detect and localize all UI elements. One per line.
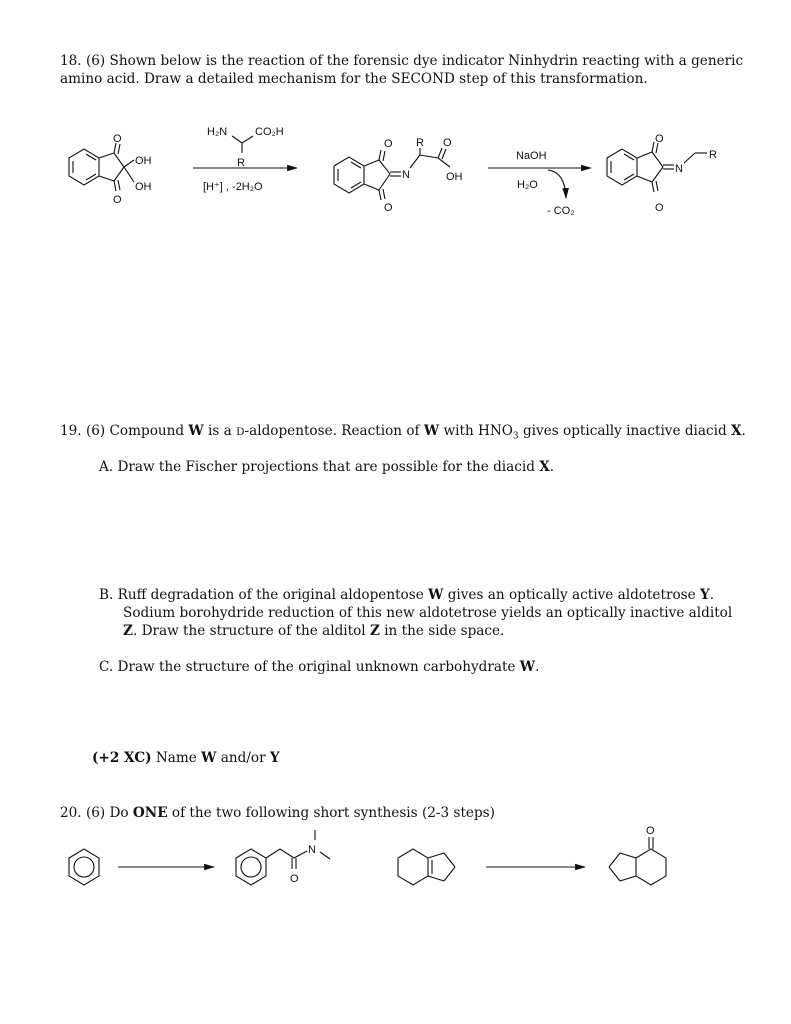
q19-b-z2: Z xyxy=(369,623,380,639)
benzene-start xyxy=(69,849,99,885)
ninhydrin-o-bottom: O xyxy=(113,194,122,206)
q19-dot: . xyxy=(741,423,746,439)
q19-c-dot: . xyxy=(535,659,540,675)
q19-stem-c: -aldopentose. Reaction of xyxy=(244,423,424,439)
q18-line1: 18. (6) Shown below is the reaction of the forensic dye indicator Ninhydrin reacting with a generic xyxy=(60,53,744,69)
q19-a-x: X xyxy=(539,459,550,475)
q19-xc-name: Name xyxy=(151,750,202,766)
ketone-o: O xyxy=(646,825,655,837)
product-o-top: O xyxy=(655,133,664,145)
acid-label: CO₂H xyxy=(255,126,284,138)
product-o-bottom: O xyxy=(655,202,664,214)
q19-c-text: C. Draw the structure of the original unknown carbohydrate xyxy=(99,659,520,675)
ninhydrin-o-top: O xyxy=(113,133,122,145)
q19-b-y: Y xyxy=(699,587,710,603)
imine-oh: OH xyxy=(446,171,463,183)
co2-loss-arrow xyxy=(548,170,566,198)
q19-sub3: 3 xyxy=(512,431,519,442)
amide-n: N xyxy=(308,844,316,856)
condition-1: [H⁺] , -2H₂O xyxy=(203,181,263,193)
co2-label: - CO₂ xyxy=(547,205,575,217)
q19-xc-y: Y xyxy=(269,750,280,766)
product-n: N xyxy=(675,163,683,175)
product-structure xyxy=(607,133,717,214)
amino-acid-r: R xyxy=(237,157,245,169)
q19-b-z: Z xyxy=(123,623,133,639)
ninhydrin-structure xyxy=(69,133,152,206)
q19-a-dot: . xyxy=(549,459,555,475)
q20-stem-b: of the two following short synthesis (2-3 steps) xyxy=(167,805,495,821)
ninhydrin-oh-2: OH xyxy=(135,181,152,193)
amine-label: H₂N xyxy=(207,126,228,138)
imine-intermediate xyxy=(334,137,463,214)
q19-stem-b: is a xyxy=(203,423,237,439)
q19-xc-andor: and/or xyxy=(216,750,270,766)
q19-w: W xyxy=(188,423,204,439)
bicyclic-alkene-start xyxy=(398,849,455,885)
amino-acid-reagent xyxy=(207,126,284,169)
q19-a-text: A. Draw the Fischer projections that are possible for the diacid xyxy=(99,459,540,475)
q19-b-1b: gives an optically active aldotetrose xyxy=(443,587,700,603)
q20-one: ONE xyxy=(132,805,168,821)
ninhydrin-oh-1: OH xyxy=(135,155,152,167)
q19-stem-d: with HNO xyxy=(439,423,513,439)
q19-stem-e: gives optically inactive diacid xyxy=(518,423,731,439)
amide-target xyxy=(236,830,330,885)
q19-b-3a: . Draw the structure of the alditol xyxy=(132,623,370,639)
reagent-naoh: NaOH xyxy=(516,150,547,162)
q19-part-b-line2: Sodium borohydride reduction of this new aldotetrose yields an optically inactive alditol xyxy=(123,605,733,621)
q20-stem-a: 20. (6) Do xyxy=(60,805,133,821)
amide-o: O xyxy=(290,873,299,885)
q19-w2: W xyxy=(423,423,440,439)
q19-b-3b: in the side space. xyxy=(379,623,505,639)
q18-line2: amino acid. Draw a detailed mechanism for the SECOND step of this transformation. xyxy=(60,71,648,87)
q19-stem-a: 19. (6) Compound xyxy=(60,423,189,439)
imine-r: R xyxy=(416,137,424,149)
bicyclic-ketone-target xyxy=(609,825,666,885)
q19-b-dot1: . xyxy=(709,587,715,603)
q19-d: D xyxy=(236,426,245,438)
imine-n: N xyxy=(402,169,410,181)
product-r: R xyxy=(709,149,717,161)
reagent-h2o: H₂O xyxy=(517,179,538,191)
q19-b-1a: B. Ruff degradation of the original aldopentose xyxy=(99,587,429,603)
q19-xc-label: (+2 XC) xyxy=(92,750,152,766)
q19-c-w: W xyxy=(519,659,536,675)
q19-xc-w: W xyxy=(201,750,217,766)
q19-x: X xyxy=(730,423,742,439)
q19-b-w: W xyxy=(428,587,444,603)
imine-o-top: O xyxy=(384,138,393,150)
imine-o-bottom: O xyxy=(384,202,393,214)
imine-acid-o: O xyxy=(443,137,452,149)
